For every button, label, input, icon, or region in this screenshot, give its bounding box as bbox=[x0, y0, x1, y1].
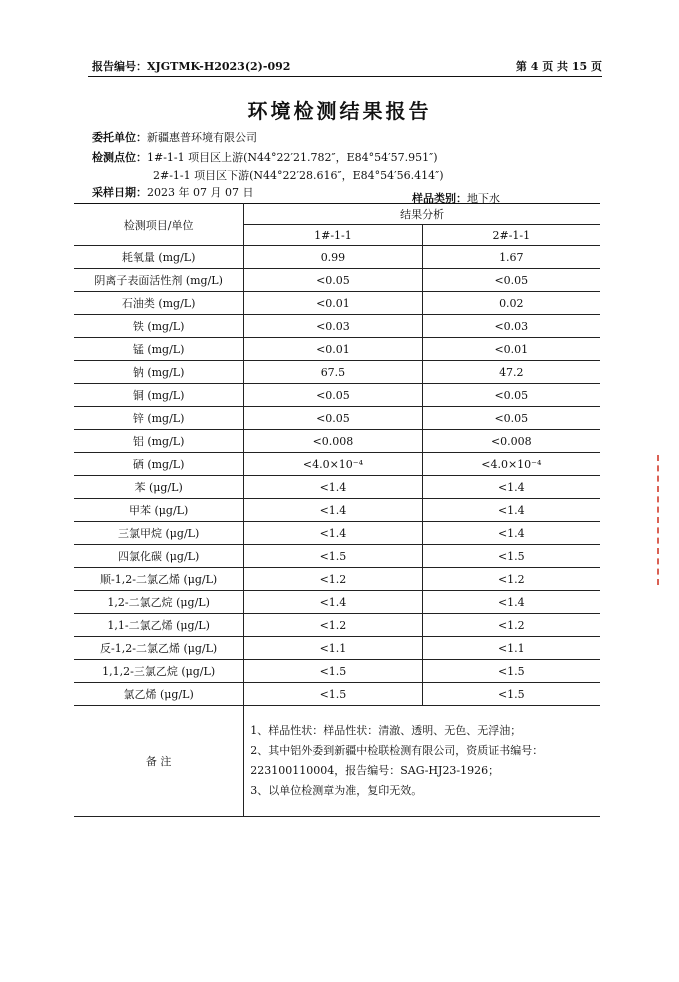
item-cell: 1,2-二氯乙烷 (μg/L) bbox=[74, 591, 244, 614]
points-label: 检测点位： bbox=[92, 151, 147, 164]
value-cell-1-1-1: <0.03 bbox=[244, 315, 422, 338]
item-cell: 铝 (mg/L) bbox=[74, 430, 244, 453]
item-cell: 反-1,2-二氯乙烯 (μg/L) bbox=[74, 637, 244, 660]
value-cell-1-1-1: <1.2 bbox=[244, 568, 422, 591]
item-cell: 铜 (mg/L) bbox=[74, 384, 244, 407]
value-cell-2-1-1: <0.05 bbox=[422, 269, 600, 292]
value-cell-1-1-1: <1.5 bbox=[244, 660, 422, 683]
table-row bbox=[74, 430, 600, 453]
col-item-header: 检测项目/单位 bbox=[74, 204, 244, 246]
value-cell-2-1-1: <1.5 bbox=[422, 660, 600, 683]
value-cell-2-1-1: <1.4 bbox=[422, 499, 600, 522]
value-cell-1-1-1: <1.4 bbox=[244, 476, 422, 499]
value-cell-2-1-1: 1.67 bbox=[422, 246, 600, 269]
value-cell-2-1-1: <0.03 bbox=[422, 315, 600, 338]
page-indicator: 第 4 页 共 15 页 bbox=[515, 60, 602, 73]
value-cell-2-1-1: <0.05 bbox=[422, 384, 600, 407]
item-cell: 四氯化碳 (μg/L) bbox=[74, 545, 244, 568]
item-cell: 钠 (mg/L) bbox=[74, 361, 244, 384]
value-cell-2-1-1: <0.05 bbox=[422, 407, 600, 430]
item-cell: 1,1-二氯乙烯 (μg/L) bbox=[74, 614, 244, 637]
item-cell: 硒 (mg/L) bbox=[74, 453, 244, 476]
point-a-header: 1#-1-1 bbox=[244, 225, 422, 246]
value-cell-1-1-1: <0.05 bbox=[244, 407, 422, 430]
date-value: 2023 年 07 月 07 日 bbox=[147, 186, 254, 199]
value-cell-1-1-1: <1.4 bbox=[244, 499, 422, 522]
table-row bbox=[74, 476, 600, 499]
point-2: 2#-1-1 项目区下游(N44°22′28.616″，E84°54′56.414″) bbox=[153, 169, 444, 182]
table-row bbox=[74, 660, 600, 683]
item-cell: 铁 (mg/L) bbox=[74, 315, 244, 338]
value-cell-1-1-1: 67.5 bbox=[244, 361, 422, 384]
client-label: 委托单位： bbox=[92, 131, 147, 144]
point-1: 1#-1-1 项目区上游(N44°22′21.782″，E84°54′57.951″) bbox=[147, 151, 438, 164]
points-row bbox=[92, 149, 438, 165]
item-cell: 苯 (μg/L) bbox=[74, 476, 244, 499]
value-cell-1-1-1: <0.01 bbox=[244, 338, 422, 361]
value-cell-2-1-1: 47.2 bbox=[422, 361, 600, 384]
col-result-header: 结果分析 bbox=[244, 204, 600, 225]
table-row bbox=[74, 522, 600, 545]
sample-type-label: 样品类别： bbox=[412, 192, 467, 205]
value-cell-1-1-1: <1.4 bbox=[244, 522, 422, 545]
table-row bbox=[74, 384, 600, 407]
table-row bbox=[74, 269, 600, 292]
value-cell-1-1-1: 0.99 bbox=[244, 246, 422, 269]
value-cell-2-1-1: <1.4 bbox=[422, 522, 600, 545]
value-cell-2-1-1: <1.2 bbox=[422, 568, 600, 591]
header-divider bbox=[88, 76, 602, 77]
table-row bbox=[74, 637, 600, 660]
date-label: 采样日期： bbox=[92, 186, 147, 199]
point-b-header: 2#-1-1 bbox=[422, 225, 600, 246]
value-cell-1-1-1: <0.008 bbox=[244, 430, 422, 453]
value-cell-2-1-1: <0.008 bbox=[422, 430, 600, 453]
table-row bbox=[74, 361, 600, 384]
value-cell-1-1-1: <1.4 bbox=[244, 591, 422, 614]
table-row bbox=[74, 683, 600, 706]
report-title: 环境检测结果报告 bbox=[247, 99, 432, 123]
table-row bbox=[74, 246, 600, 269]
table-row bbox=[74, 545, 600, 568]
item-cell: 锌 (mg/L) bbox=[74, 407, 244, 430]
item-cell: 甲苯 (μg/L) bbox=[74, 499, 244, 522]
value-cell-2-1-1: 0.02 bbox=[422, 292, 600, 315]
item-cell: 三氯甲烷 (μg/L) bbox=[74, 522, 244, 545]
item-cell: 阴离子表面活性剂 (mg/L) bbox=[74, 269, 244, 292]
value-cell-1-1-1: <1.1 bbox=[244, 637, 422, 660]
table-header-row bbox=[74, 204, 600, 225]
table-row bbox=[74, 315, 600, 338]
table-row bbox=[74, 591, 600, 614]
value-cell-2-1-1: <1.5 bbox=[422, 683, 600, 706]
item-cell: 石油类 (mg/L) bbox=[74, 292, 244, 315]
remark-line: 223100110004，报告编号：SAG-HJ23-1926； bbox=[250, 764, 500, 777]
value-cell-2-1-1: <1.4 bbox=[422, 591, 600, 614]
table-row bbox=[74, 453, 600, 476]
item-cell: 耗氧量 (mg/L) bbox=[74, 246, 244, 269]
client-row bbox=[92, 129, 257, 145]
client-value: 新疆惠普环境有限公司 bbox=[147, 131, 257, 144]
table-row bbox=[74, 338, 600, 361]
value-cell-2-1-1: <1.2 bbox=[422, 614, 600, 637]
value-cell-2-1-1: <1.4 bbox=[422, 476, 600, 499]
date-row bbox=[92, 184, 253, 200]
value-cell-1-1-1: <1.2 bbox=[244, 614, 422, 637]
report-number: 报告编号：XJGTMK-H2023(2)-092 bbox=[92, 60, 291, 73]
value-cell-2-1-1: <0.01 bbox=[422, 338, 600, 361]
remark-content bbox=[244, 706, 600, 817]
value-cell-1-1-1: <0.01 bbox=[244, 292, 422, 315]
value-cell-1-1-1: <0.05 bbox=[244, 384, 422, 407]
item-cell: 氯乙烯 (μg/L) bbox=[74, 683, 244, 706]
remark-label: 备 注 bbox=[74, 706, 244, 817]
results-table bbox=[74, 203, 600, 817]
table-row bbox=[74, 499, 600, 522]
table-row bbox=[74, 568, 600, 591]
value-cell-1-1-1: <0.05 bbox=[244, 269, 422, 292]
table-row bbox=[74, 292, 600, 315]
value-cell-2-1-1: <1.1 bbox=[422, 637, 600, 660]
remark-row bbox=[74, 706, 600, 817]
item-cell: 1,1,2-三氯乙烷 (μg/L) bbox=[74, 660, 244, 683]
remark-line: 3、以单位检测章为准，复印无效。 bbox=[250, 784, 423, 797]
value-cell-2-1-1: <1.5 bbox=[422, 545, 600, 568]
table-row bbox=[74, 614, 600, 637]
sample-type-value: 地下水 bbox=[467, 192, 500, 205]
value-cell-1-1-1: <1.5 bbox=[244, 545, 422, 568]
seal-stamp-edge bbox=[657, 455, 677, 585]
item-cell: 顺-1,2-二氯乙烯 (μg/L) bbox=[74, 568, 244, 591]
value-cell-1-1-1: <1.5 bbox=[244, 683, 422, 706]
value-cell-2-1-1: <4.0×10⁻⁴ bbox=[422, 453, 600, 476]
remark-line: 2、其中铝外委到新疆中检联检测有限公司，资质证书编号： bbox=[250, 744, 544, 757]
table-row bbox=[74, 407, 600, 430]
item-cell: 锰 (mg/L) bbox=[74, 338, 244, 361]
remark-lines bbox=[244, 721, 600, 801]
value-cell-1-1-1: <4.0×10⁻⁴ bbox=[244, 453, 422, 476]
remark-line: 1、样品性状：样品性状：清澈、透明、无色、无浮油； bbox=[250, 724, 522, 737]
